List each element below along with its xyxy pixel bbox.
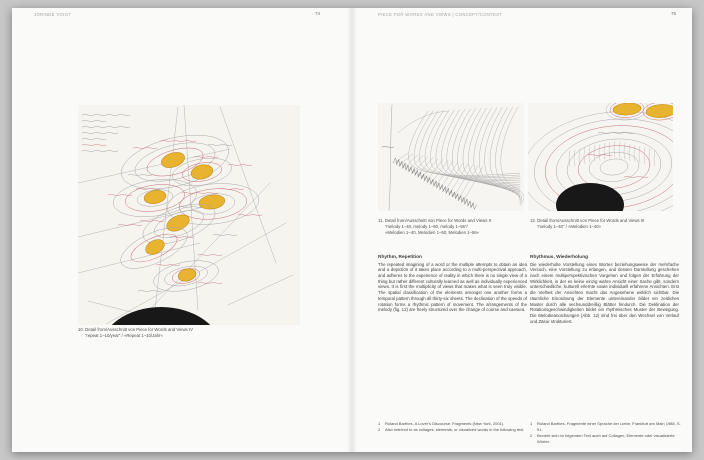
figure-11-caption	[378, 218, 491, 237]
article-body-english: The repeated imagining of a word or the multiple attempts to obtain an idea and a depiction of it takes place according to a multi-perspectival approach, and adheres to the experience of reality in which there is no single view of a thing but rather different culturally learned as well as individually experienced views. It is first the multiplicity of views that makes what is seen truly visible. The spatial classification of the elements amongst one another forms a temporal pattern through all thirty-six sheets. The declination of the speeds of rotation forms a rhythmic pattern of movement. The arrangements of the melody (fig. 12) are freely structured over the change of course and caesura.	[378, 261, 527, 313]
figure-12-drawing	[528, 103, 673, 211]
footnote-number: 2	[530, 433, 533, 438]
caption-line: “melody 1–40” / »Melodien 1–40«	[537, 224, 602, 230]
footnote	[530, 421, 682, 433]
article-body-german: Die wiederholte Vorstellung eines Wortes beziehungsweise der mehrfache Versuch, eine Vorstellung zu erlangen, und dessen Darstellung geschehen nach einem multiperspektivischen Vorgehen und folgen der Erfahrung der Wirklichkeit, in der es keine einzig wahre Ansicht einer Sache gibt, sondern unterschiedliche, kulturell erlernte sowie individuell erfahrene Ansichten. Erst die Vielheit der Ansichten macht das Angesehene wirklich sichtbar. Die räumliche Einordnung der Elemente untereinander bildet ein zeitliches Muster durch alle sechsunddreißig Blätter hindurch. Die Deklination der Rotationsgeschwindigkeiten bildet ein rhythmisches Muster der Bewegung. Die Melodieanordnungen (Abb. 12) sind frei über den Wechsel von Verlauf und Zäsur strukturiert.	[530, 261, 679, 324]
footnote	[530, 433, 682, 445]
caption-line: 12. Detail from/Ausschnitt von Piece for Words and Views III	[530, 218, 645, 223]
footnotes-english	[378, 421, 530, 433]
figure-10-drawing	[78, 105, 300, 325]
footnotes-german	[530, 421, 682, 445]
caption-line: 11. Detail from/Ausschnitt von Piece for Words and Views II	[378, 218, 491, 223]
running-head-right: PIECE FOR WORDS AND VIEWS | CONCEPT/CONTEXT	[378, 12, 503, 17]
page-number-right: 75	[671, 11, 677, 16]
figure-12-caption	[530, 218, 644, 230]
footnote-text: Also referred to as collages, elements, or visualized words in the following text.	[385, 427, 525, 432]
footnote-number: 2	[378, 427, 381, 432]
caption-line: “repeat 1–10/year” / »Repeat 1–10/Jahr«	[85, 333, 163, 339]
caption-line: 10. Detail from/Ausschnitt von Piece for Words and Views IV	[78, 327, 193, 332]
footnote	[378, 427, 530, 433]
fig10-artwork-svg	[78, 105, 300, 325]
article-title-english: Rhythm, Repetition	[378, 255, 422, 260]
fig11-artwork-svg	[378, 103, 524, 211]
article-english	[378, 255, 527, 313]
footnote-text: Bezieht sich im folgenden Text auch auf Collagen, Elemente oder visualisierte Wörter.	[537, 433, 675, 444]
caption-line: »Melodien 1–40, Melodien 1–50, Melodien 1–56«	[385, 230, 480, 236]
figure-11-drawing	[378, 103, 524, 211]
article-title-german: Rhythmus, Wiederholung	[530, 255, 589, 260]
footnote-text: Roland Barthes, A Lover’s Discourse: Fragments (New York, 2001).	[385, 421, 505, 426]
footnote-number: 1	[530, 421, 533, 426]
footnote-text: Roland Barthes, Fragmente einer Sprache der Liebe, Frankfurt am Main 1988, S. 91.	[537, 421, 681, 432]
article-german	[530, 255, 679, 324]
caption-line: “melody 1–40, melody 1–50, melody 1–56”/	[385, 224, 468, 230]
running-head-left: JORINDE VOIGT	[34, 12, 72, 17]
footnote-number: 1	[378, 421, 381, 426]
fig12-artwork-svg	[528, 103, 673, 211]
page-number-left: 74	[315, 11, 321, 16]
figure-10-caption	[78, 327, 193, 339]
